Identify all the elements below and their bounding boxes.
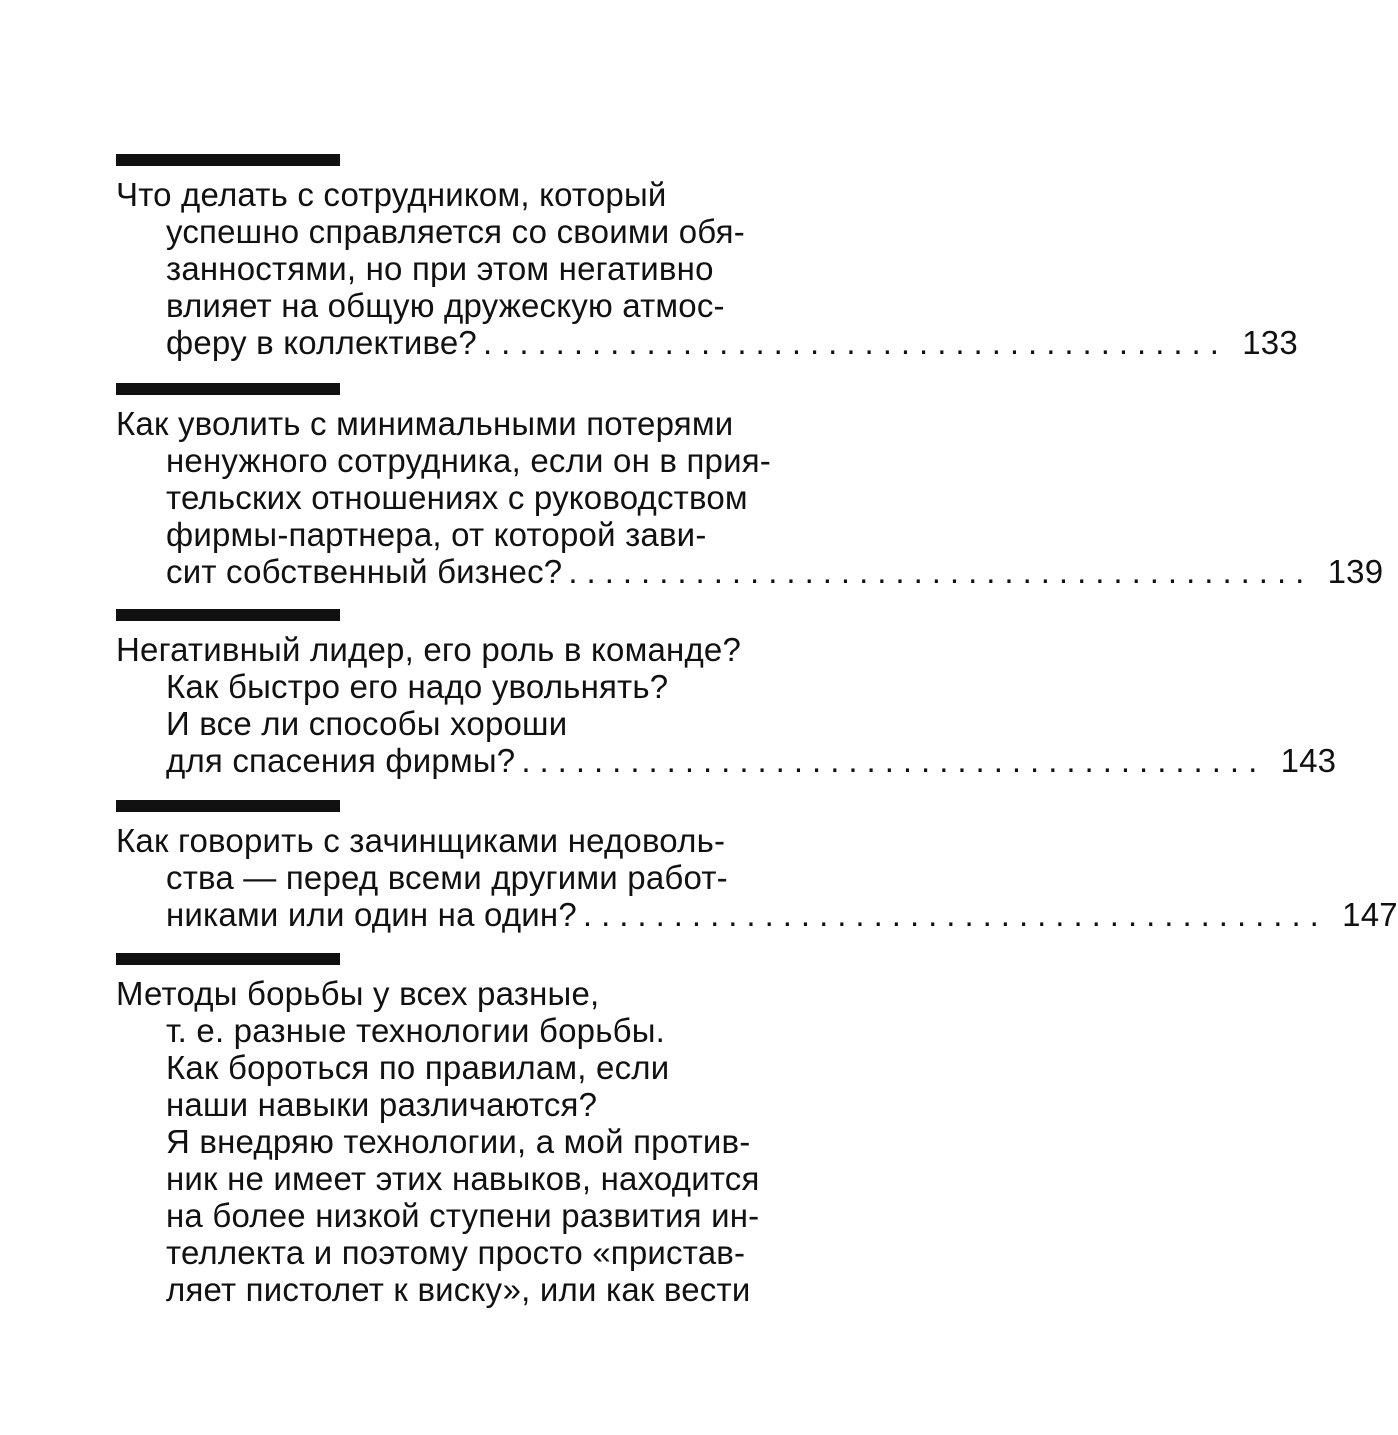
entry-title-line: Негативный лидер, его роль в команде? (116, 631, 742, 668)
entry-title-line: ненужного сотрудника, если он в прия- (166, 442, 771, 479)
entry-title-line: Что делать с сотрудником, который (116, 176, 667, 213)
toc-entry (116, 953, 876, 1308)
page-number: 147 (1342, 896, 1398, 933)
entry-last-line (116, 324, 1298, 361)
entry-title-line: теллекта и поэтому просто «пристав- (166, 1234, 746, 1271)
section-rule (116, 609, 340, 621)
entry-title-line: наши навыки различаются? (166, 1086, 598, 1123)
entry-last-line (116, 742, 1337, 779)
entry-title-line: ства — перед всеми другими работ- (166, 859, 728, 896)
dot-leader: ......................................... (568, 553, 1314, 590)
entry-title-line: на более низкой ступени развития ин- (166, 1197, 760, 1234)
entry-title-line: занностями, но при этом негативно (166, 250, 714, 287)
entry-last-line (116, 553, 1384, 590)
entry-title-line: фирмы-партнера, от которой зави- (166, 516, 707, 553)
entry-title-line: И все ли способы хороши (166, 705, 568, 742)
entry-title-line: тельских отношениях с руководством (166, 479, 748, 516)
section-rule (116, 953, 340, 965)
entry-title-line: сит собственный бизнес? (166, 553, 563, 590)
dot-leader: ......................................... (521, 742, 1267, 779)
section-rule (116, 800, 340, 812)
page-number: 133 (1242, 324, 1298, 361)
entry-title-line: т. е. разные технологии борьбы. (166, 1012, 665, 1049)
entry-title-line: успешно справляется со своими обя- (166, 213, 745, 250)
page-number: 143 (1280, 742, 1337, 779)
toc-entry (116, 609, 1337, 779)
toc-entry (116, 154, 1298, 361)
page-number: 139 (1327, 553, 1384, 590)
entry-title-line: влияет на общую дружескую атмос- (166, 287, 725, 324)
entry-title-line: Как уволить с минимальными потерями (116, 405, 734, 442)
entry-title-line: Как быстро его надо увольнять? (166, 668, 669, 705)
entry-title-line: Как бороться по правилам, если (166, 1049, 670, 1086)
entry-title-line: Я внедряю технологии, а мой против- (166, 1123, 751, 1160)
entry-title-line: Как говорить с зачинщиками недоволь- (116, 822, 726, 859)
dot-leader: ......................................... (582, 896, 1328, 933)
entry-last-line (116, 896, 1398, 933)
entry-title-line: никами или один на один? (166, 896, 577, 933)
dot-leader: ......................................... (482, 324, 1228, 361)
toc-entry (116, 800, 1398, 933)
entry-title-line: Методы борьбы у всех разные, (116, 975, 600, 1012)
toc-entry (116, 383, 1384, 590)
entry-title-line: ник не имеет этих навыков, находится (166, 1160, 760, 1197)
entry-title-line: феру в коллективе? (166, 324, 477, 361)
section-rule (116, 154, 340, 166)
entry-title-line: ляет пистолет к виску», или как вести (166, 1271, 751, 1308)
section-rule (116, 383, 340, 395)
entry-title-line: для спасения фирмы? (166, 742, 516, 779)
